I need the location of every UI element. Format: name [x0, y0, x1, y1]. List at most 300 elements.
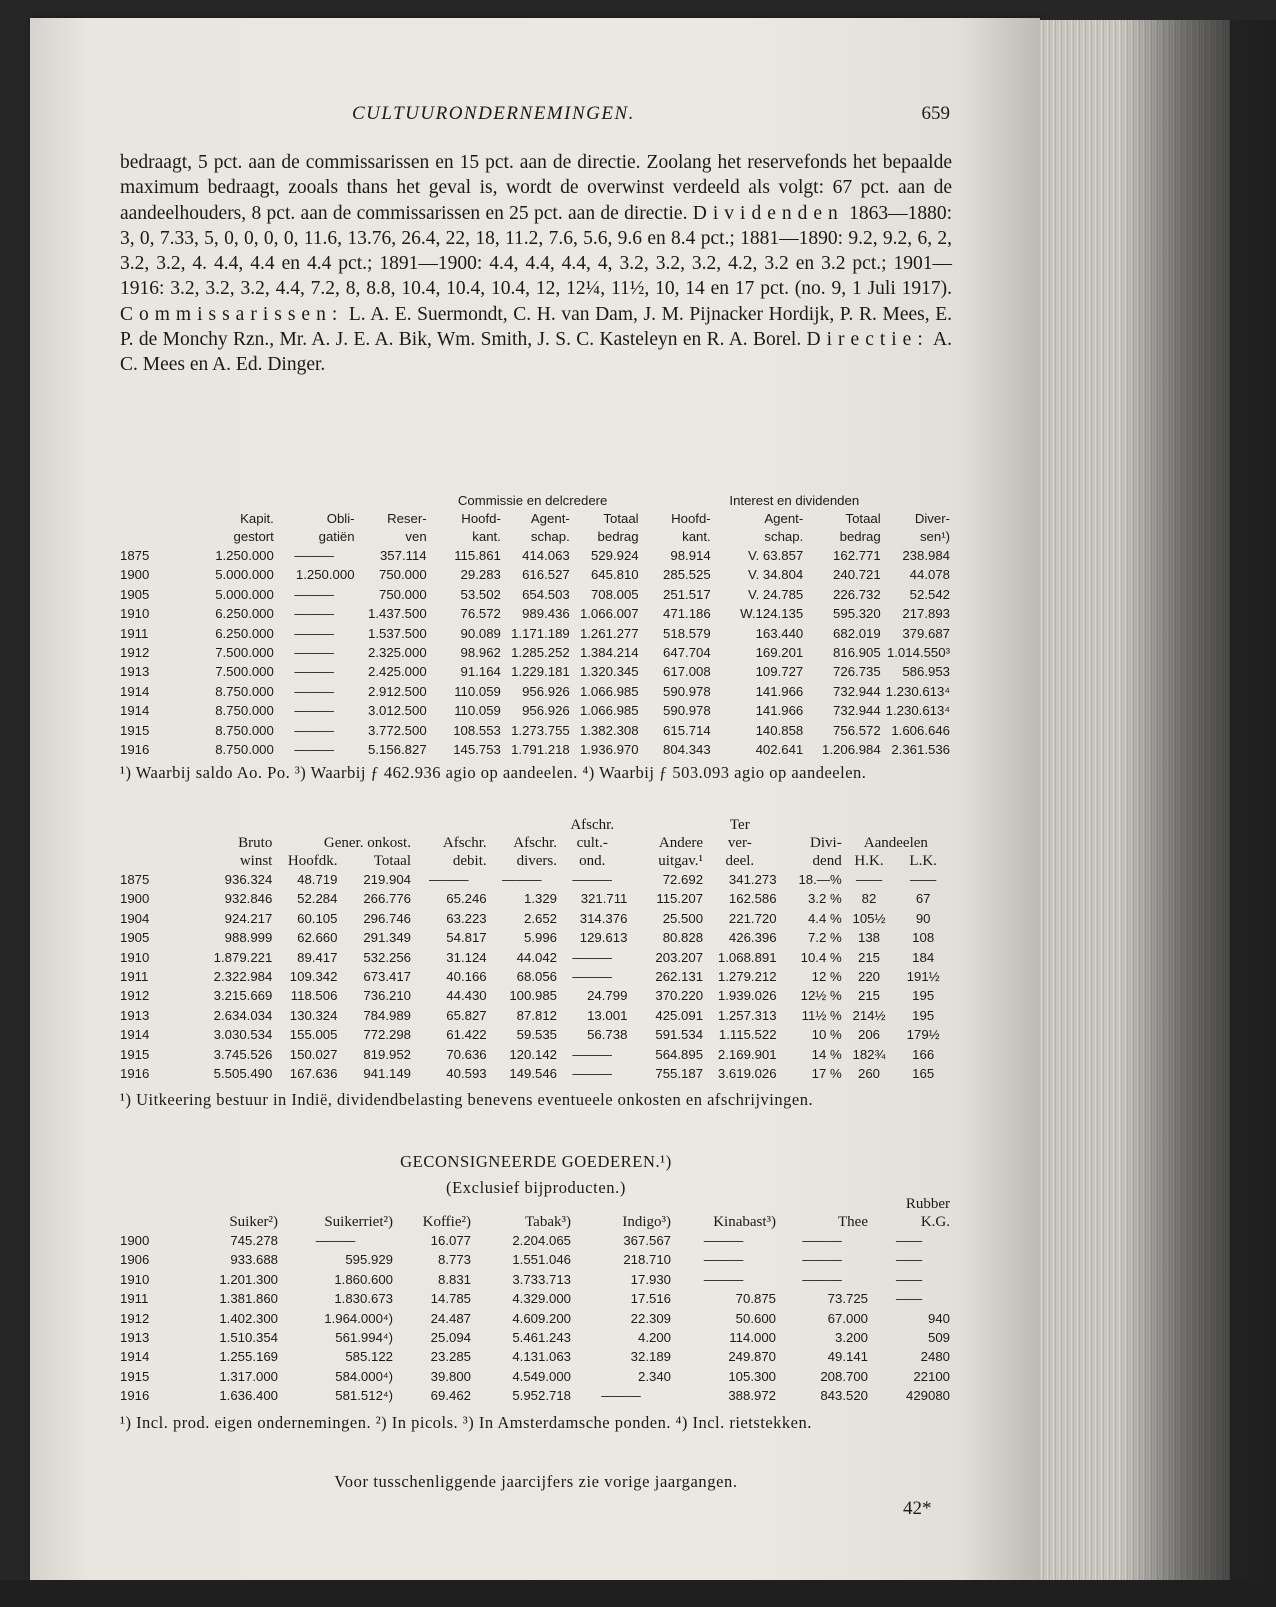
table-row	[120, 701, 950, 720]
value-cell: 206	[858, 1027, 881, 1043]
year-cell: 1910	[120, 606, 150, 622]
value-cell: ——	[895, 1291, 923, 1307]
value-cell: 1.261.277	[579, 625, 639, 641]
year-cell: 1910	[120, 1271, 150, 1287]
value-cell: 165	[912, 1066, 935, 1082]
value-cell: 61.422	[446, 1027, 487, 1043]
value-cell: 167.636	[289, 1066, 338, 1082]
value-cell: 647.704	[663, 645, 711, 661]
value-cell: ———	[572, 872, 612, 887]
year-cell: 1914	[120, 703, 150, 719]
value-cell: 1.317.000	[219, 1368, 278, 1384]
year-cell: 1905	[120, 586, 150, 602]
value-cell: 654.503	[522, 586, 570, 602]
year-cell: 1913	[120, 1330, 150, 1346]
value-cell: 130.324	[289, 1007, 338, 1023]
value-cell: 816.905	[833, 645, 881, 661]
value-cell: 314.376	[579, 910, 628, 926]
table-row	[120, 585, 950, 604]
value-cell: 3.200	[834, 1330, 868, 1346]
value-cell: 585.122	[345, 1349, 393, 1365]
value-cell: 1.939.026	[717, 988, 777, 1004]
table3-header-cell: Suikerriet²)	[324, 1214, 393, 1230]
value-cell: 44.078	[909, 567, 950, 583]
value-cell: 2.425.000	[367, 664, 427, 680]
year-cell: 1914	[120, 1027, 150, 1043]
value-cell: 129.613	[579, 930, 628, 946]
value-cell: 617.008	[663, 664, 711, 680]
value-cell: 184	[912, 949, 935, 965]
value-cell: 109.727	[755, 664, 804, 680]
value-cell: 5.505.490	[213, 1066, 273, 1082]
table-row	[120, 740, 950, 759]
hk-header: H.K.	[854, 853, 884, 869]
year-cell: 1912	[120, 988, 150, 1004]
value-cell: 110.059	[454, 683, 501, 699]
afschr-divers-header-top: Afschr.	[513, 835, 558, 851]
table1-header-cell: ven	[405, 529, 427, 544]
value-cell: ——	[909, 872, 937, 887]
year-cell: 1914	[120, 683, 150, 699]
value-cell: 215	[858, 949, 881, 965]
value-cell: ——	[895, 1233, 923, 1248]
intro-text-4: A. C. Mees en A. Ed. Dinger.	[120, 329, 952, 376]
value-cell: 509	[927, 1330, 950, 1346]
value-cell: 89.417	[297, 949, 338, 965]
value-cell: ———	[703, 1233, 744, 1248]
value-cell: ———	[294, 606, 334, 622]
intro-text-3: L. A. E. Suermondt, C. H. van Dam, J. M. Pijnacker Hordijk, P. R. Mees, E. P. de Monchy Rzn., Mr. A. J. E. A. Bik, Wm. Smith, J. S. C. Kasteleyn en R. A. Borel.	[120, 303, 952, 351]
value-cell: 5.996	[524, 930, 558, 946]
table-row	[120, 967, 950, 986]
divers-header: divers.	[516, 853, 558, 869]
table1-header-cell: bedrag	[839, 529, 881, 544]
value-cell: 755.187	[655, 1066, 704, 1082]
value-cell: 67.000	[827, 1310, 868, 1326]
value-cell: 1.551.046	[512, 1252, 571, 1268]
year-cell: 1910	[120, 949, 150, 965]
table1-header-cell: kant.	[682, 529, 711, 544]
value-cell: 7.500.000	[215, 664, 274, 680]
value-cell: ———	[294, 625, 334, 641]
value-cell: 105½	[852, 910, 886, 926]
value-cell: 108	[912, 930, 935, 946]
year-cell: 1916	[120, 1066, 150, 1082]
year-cell: 1915	[120, 1046, 150, 1062]
table-row	[120, 682, 950, 701]
value-cell: 3.772.500	[367, 722, 427, 738]
value-cell: 105.300	[728, 1368, 776, 1384]
value-cell: 784.989	[363, 1007, 411, 1023]
year-cell: 1900	[120, 891, 150, 907]
value-cell: 217.893	[902, 606, 950, 622]
year-cell: 1911	[120, 969, 149, 985]
value-cell: 25.094	[430, 1330, 471, 1346]
value-cell: 1.936.970	[579, 742, 639, 758]
value-cell: 65.246	[446, 891, 487, 907]
value-cell: 65.827	[446, 1007, 487, 1023]
value-cell: 1.206.984	[822, 742, 881, 758]
value-cell: 80.828	[662, 930, 704, 946]
table-row	[120, 1231, 950, 1250]
uitgav-header: uitgav.¹	[658, 853, 704, 869]
scan-border	[0, 1580, 1276, 1607]
value-cell: ———	[294, 664, 334, 680]
value-cell: 69.462	[430, 1388, 471, 1404]
value-cell: 1.255.169	[219, 1349, 278, 1365]
intro-text-1: bedraagt, 5 pct. aan de commissarissen en 15 pct. aan de directie. Zoolang het reservefonds het bepaalde maximum bedraagt, zooals thans het geval is, wordt de overwinst verdeeld als volgt: 67 pct. aan de aandeelhouders, 8 pct. aan de commissarissen en 25 pct. aan de directie.	[120, 152, 952, 224]
value-cell: 98.914	[670, 548, 711, 563]
value-cell: 1.402.300	[219, 1310, 278, 1326]
afschr-cult-top: Afschr.	[570, 817, 615, 833]
value-cell: 595.929	[345, 1252, 393, 1268]
value-cell: 1.381.860	[219, 1291, 278, 1307]
value-cell: 162.771	[833, 548, 881, 563]
value-cell: 750.000	[378, 586, 427, 602]
table3-subtitle: (Exclusief bijproducten.)	[446, 1178, 626, 1197]
table3-header-cell: Tabak³)	[525, 1214, 571, 1230]
value-cell: 39.800	[430, 1368, 471, 1384]
value-cell: 2.322.984	[213, 969, 273, 985]
value-cell: 195	[912, 988, 935, 1004]
table-row	[120, 643, 950, 662]
value-cell: W.124.135	[740, 606, 804, 622]
value-cell: 595.320	[833, 606, 881, 622]
value-cell: 166	[912, 1046, 935, 1062]
value-cell: 379.687	[902, 625, 950, 641]
value-cell: ——	[895, 1252, 923, 1268]
value-cell: 584.000⁴)	[335, 1368, 393, 1384]
year-cell: 1915	[120, 1368, 150, 1384]
table1-header-cell: gatiën	[318, 529, 355, 544]
table1-header-cell: Totaal	[845, 511, 881, 526]
capital-table	[120, 492, 950, 759]
value-cell: 8.773	[437, 1252, 471, 1268]
value-cell: 24.799	[587, 988, 628, 1004]
value-cell: 357.114	[379, 548, 427, 563]
value-cell: 67	[915, 891, 931, 907]
divi-header: Divi-	[810, 835, 842, 851]
value-cell: 62.660	[297, 930, 338, 946]
table3-header-cell: Suiker²)	[229, 1214, 278, 1230]
ter-ver-header: ver-	[727, 835, 752, 851]
value-cell: 940	[927, 1310, 950, 1326]
value-cell: 673.417	[363, 969, 411, 985]
value-cell: 141.966	[755, 683, 804, 699]
value-cell: ———	[294, 645, 334, 661]
year-cell: 1911	[120, 625, 149, 641]
value-cell: 2.204.065	[512, 1233, 571, 1248]
value-cell: 285.525	[663, 567, 711, 583]
value-cell: 24.487	[430, 1310, 471, 1326]
value-cell: 52.542	[909, 586, 950, 602]
value-cell: 1.791.218	[511, 742, 570, 758]
value-cell: 370.220	[655, 988, 704, 1004]
value-cell: 2.652	[524, 910, 558, 926]
year-cell: 1900	[120, 1233, 150, 1248]
table1-header-cell: Agent-	[530, 511, 570, 526]
value-cell: 581.512⁴)	[335, 1388, 393, 1404]
value-cell: 208.700	[820, 1368, 868, 1384]
value-cell: 162.586	[728, 891, 777, 907]
value-cell: 1.066.007	[579, 606, 639, 622]
value-cell: 14.785	[430, 1291, 471, 1307]
value-cell: 260	[858, 1066, 881, 1082]
value-cell: 414.063	[522, 548, 570, 563]
value-cell: 10.4 %	[800, 949, 842, 965]
year-cell: 1906	[120, 1252, 150, 1268]
page-edge-shadow	[1120, 20, 1276, 1607]
value-cell: 4.4 %	[807, 910, 842, 926]
table3-header-row	[120, 1213, 950, 1231]
value-cell: 110.059	[454, 703, 501, 719]
value-cell: 3.2 %	[807, 891, 842, 907]
value-cell: ———	[294, 722, 334, 738]
table1-header-cell: Obli-	[326, 511, 355, 526]
intro-paragraph	[120, 150, 952, 378]
value-cell: 750.000	[378, 567, 427, 583]
value-cell: 1.201.300	[219, 1271, 278, 1287]
table-row	[120, 1386, 950, 1405]
value-cell: 91.164	[460, 664, 501, 680]
value-cell: 52.284	[297, 891, 338, 907]
value-cell: 5.952.718	[512, 1388, 571, 1404]
value-cell: 72.692	[662, 872, 704, 887]
table1-header-cell: Hoofd-	[671, 511, 711, 526]
table1-header-cell: Agent-	[764, 511, 804, 526]
value-cell: 73.725	[827, 1291, 868, 1307]
table3-header-cell: Thee	[838, 1214, 868, 1230]
value-cell: ———	[572, 1046, 612, 1062]
value-cell: 296.746	[363, 910, 411, 926]
value-cell: 115.207	[656, 891, 704, 907]
value-cell: 529.924	[590, 548, 639, 563]
value-cell: 6.250.000	[215, 606, 274, 622]
value-cell: 76.572	[460, 606, 501, 622]
value-cell: 4.549.000	[512, 1368, 571, 1384]
value-cell: 240.721	[833, 567, 881, 583]
table-row	[120, 1064, 950, 1083]
value-cell: 518.579	[663, 625, 711, 641]
value-cell: 3.012.500	[367, 703, 427, 719]
year-cell: 1911	[120, 1291, 149, 1307]
hoofdk-header: Hoofdk.	[287, 853, 338, 869]
table-row	[120, 1006, 950, 1025]
table-row	[120, 1045, 950, 1064]
value-cell: 48.719	[297, 872, 338, 887]
value-cell: ———	[802, 1252, 842, 1268]
value-cell: 1.066.985	[579, 683, 639, 699]
value-cell: ———	[294, 742, 334, 758]
value-cell: ———	[802, 1271, 842, 1287]
year-cell: 1905	[120, 930, 150, 946]
value-cell: 1.329	[524, 891, 558, 907]
value-cell: 1.510.354	[219, 1330, 278, 1346]
value-cell: 98.962	[460, 645, 501, 661]
table3-header-cell: K.G.	[920, 1214, 950, 1230]
value-cell: ———	[572, 949, 612, 965]
value-cell: 87.812	[516, 1007, 558, 1023]
value-cell: 16.077	[430, 1233, 471, 1248]
table1-header-cell: Kapit.	[240, 511, 274, 526]
table-row	[120, 870, 950, 889]
page-number: 659	[921, 103, 950, 124]
value-cell: 191½	[906, 969, 940, 985]
value-cell: 3.030.534	[213, 1027, 273, 1043]
table3-header-cell: Koffie²)	[422, 1214, 471, 1230]
value-cell: 1.273.755	[511, 722, 570, 738]
value-cell: 120.142	[509, 1046, 558, 1062]
year-cell: 1913	[120, 1007, 150, 1023]
value-cell: 4.609.200	[512, 1310, 571, 1326]
value-cell: 8.750.000	[215, 722, 274, 738]
ond-header: ond.	[579, 853, 606, 869]
year-cell: 1913	[120, 664, 150, 680]
value-cell: 1.230.613⁴	[885, 683, 950, 699]
table3-header-cell: Kinabast³)	[713, 1214, 776, 1230]
table-row	[120, 604, 950, 623]
page-header	[120, 103, 950, 129]
gener-onkost-header: Gener. onkost.	[323, 835, 411, 851]
directie-label: Directie:	[806, 329, 929, 351]
value-cell: 12½ %	[800, 988, 842, 1004]
table-row	[120, 546, 950, 565]
goods-table	[120, 1195, 950, 1406]
value-cell: 29.283	[460, 567, 501, 583]
year-cell: 1875	[120, 548, 150, 563]
value-cell: 3.619.026	[717, 1066, 777, 1082]
table-row	[120, 928, 950, 947]
value-cell: 2.169.901	[717, 1046, 777, 1062]
value-cell: V. 24.785	[747, 586, 804, 602]
value-cell: 591.534	[655, 1027, 704, 1043]
value-cell: 8.831	[437, 1271, 471, 1287]
value-cell: 1.537.500	[367, 625, 427, 641]
value-cell: 6.250.000	[215, 625, 274, 641]
value-cell: 219.904	[363, 872, 411, 887]
value-cell: 924.217	[224, 910, 273, 926]
value-cell: 341.273	[728, 872, 777, 887]
value-cell: 220	[858, 969, 881, 985]
value-cell: 25.500	[662, 910, 704, 926]
value-cell: 70.875	[735, 1291, 776, 1307]
value-cell: 40.166	[446, 969, 487, 985]
value-cell: ———	[315, 1233, 356, 1248]
table1-header-row	[120, 510, 950, 528]
value-cell: 4.131.063	[512, 1349, 571, 1365]
value-cell: 1.636.400	[219, 1388, 278, 1404]
value-cell: 17 %	[811, 1066, 842, 1082]
value-cell: 8.750.000	[215, 703, 274, 719]
value-cell: 933.688	[230, 1252, 278, 1268]
value-cell: 17.516	[630, 1291, 671, 1307]
totaal-header: Totaal	[373, 853, 411, 869]
year-cell: 1915	[120, 722, 150, 738]
table-row	[120, 909, 950, 928]
table1-header-row	[120, 528, 950, 546]
value-cell: 745.278	[230, 1233, 278, 1248]
value-cell: 49.141	[827, 1349, 868, 1365]
value-cell: 114.000	[729, 1330, 776, 1346]
value-cell: 7.500.000	[215, 645, 274, 661]
table1-header-cell: schap.	[530, 529, 570, 544]
winst-header: winst	[239, 853, 273, 869]
value-cell: 179½	[906, 1027, 940, 1043]
andere-header: Andere	[658, 835, 704, 851]
value-cell: 590.978	[663, 683, 711, 699]
debit-header: debit.	[452, 853, 487, 869]
table-row	[120, 721, 950, 740]
value-cell: 586.953	[902, 664, 950, 680]
value-cell: 141.966	[755, 703, 804, 719]
value-cell: ———	[572, 969, 612, 985]
value-cell: 590.978	[663, 703, 711, 719]
value-cell: 1.606.646	[891, 722, 950, 738]
value-cell: 5.156.827	[367, 742, 427, 758]
table-row	[120, 662, 950, 681]
value-cell: 2.325.000	[367, 645, 427, 661]
value-cell: 956.926	[522, 703, 570, 719]
value-cell: 5.000.000	[215, 567, 274, 583]
value-cell: ———	[294, 586, 334, 602]
value-cell: 68.056	[516, 969, 558, 985]
table-row	[120, 1025, 950, 1044]
value-cell: 22100	[913, 1368, 950, 1384]
value-cell: ———	[703, 1252, 744, 1268]
value-cell: 90.089	[460, 625, 501, 641]
value-cell: 195	[912, 1007, 935, 1023]
value-cell: 215	[858, 988, 881, 1004]
value-cell: 54.817	[446, 930, 487, 946]
value-cell: 155.005	[289, 1027, 338, 1043]
value-cell: 14 %	[811, 1046, 842, 1062]
profit-table	[120, 816, 950, 1083]
year-cell: 1900	[120, 567, 150, 583]
value-cell: 988.999	[224, 930, 273, 946]
value-cell: ———	[502, 872, 542, 887]
value-cell: 804.343	[663, 742, 711, 758]
signature-mark: 42*	[903, 1498, 932, 1519]
year-cell: 1916	[120, 1388, 150, 1404]
table1-header-cell: Reser-	[387, 511, 427, 526]
value-cell: 772.298	[363, 1027, 411, 1043]
table1-header-cell: gestort	[233, 529, 274, 544]
value-cell: 1.230.613⁴	[885, 703, 950, 719]
value-cell: 1.879.221	[213, 949, 273, 965]
value-cell: 3.745.526	[213, 1046, 273, 1062]
value-cell: ———	[703, 1271, 744, 1287]
table2-footnote: ¹) Uitkeering bestuur in Indië, dividendbelasting benevens eventueele onkosten en afschrijvingen.	[120, 1090, 814, 1109]
value-cell: 8.750.000	[215, 683, 274, 699]
value-cell: 291.349	[363, 930, 411, 946]
value-cell: 645.810	[590, 567, 639, 583]
value-cell: 956.926	[522, 683, 570, 699]
value-cell: 17.930	[630, 1271, 671, 1287]
value-cell: 1.066.985	[579, 703, 639, 719]
value-cell: 3.215.669	[213, 988, 273, 1004]
year-cell: 1912	[120, 645, 150, 661]
value-cell: ———	[802, 1233, 842, 1248]
lk-header: L.K.	[909, 853, 937, 869]
value-cell: 941.149	[363, 1066, 411, 1082]
year-cell: 1875	[120, 872, 150, 887]
value-cell: 109.342	[289, 969, 338, 985]
year-cell: 1914	[120, 1349, 150, 1365]
value-cell: 1.382.308	[579, 722, 639, 738]
value-cell: 138	[858, 930, 881, 946]
value-cell: 615.714	[663, 722, 711, 738]
value-cell: 108.553	[453, 722, 501, 738]
